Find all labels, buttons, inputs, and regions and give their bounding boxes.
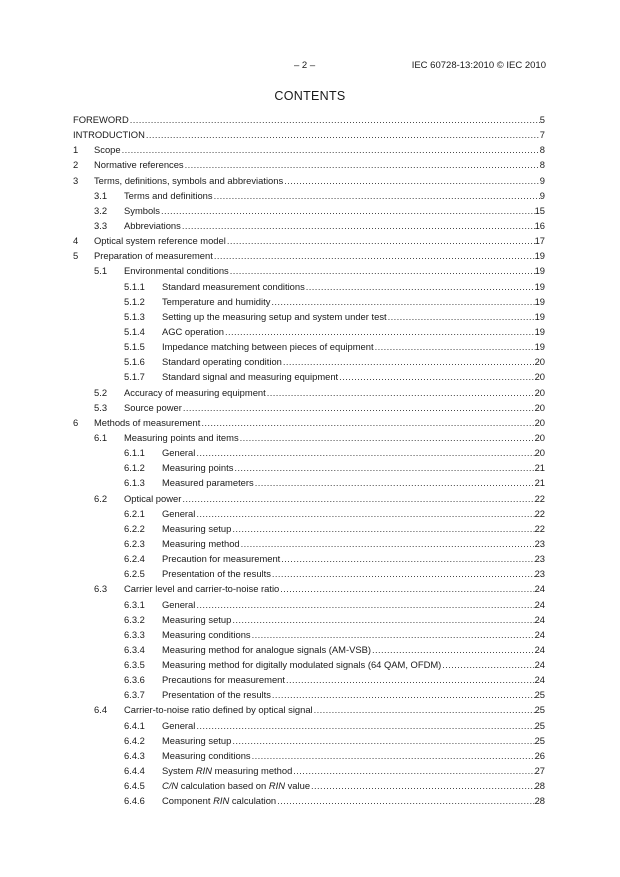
toc-entry-title: Scope <box>94 144 121 156</box>
toc-entry[interactable] <box>73 778 545 793</box>
toc-entry-line <box>124 218 545 233</box>
toc-entry-number: 6.4.3 <box>124 749 145 761</box>
toc-entry-line <box>162 521 545 536</box>
toc-entry-title: FOREWORD <box>73 114 129 125</box>
toc-entry[interactable] <box>73 793 545 808</box>
toc-entry-page: 25 <box>534 719 545 731</box>
toc-entry-page: 22 <box>534 507 545 519</box>
toc-entry[interactable] <box>73 173 545 188</box>
toc-entry-line <box>162 778 545 793</box>
toc-entry-line <box>162 354 545 369</box>
toc-entry-line <box>124 400 545 415</box>
toc-entry-line <box>162 475 545 490</box>
toc-entry-title: Presentation of the results <box>162 568 271 580</box>
toc-entry-page: 28 <box>534 780 545 792</box>
toc-entry-title: Terms, definitions, symbols and abbreviations <box>94 174 284 186</box>
toc-entry-line <box>162 460 545 475</box>
toc-entry-number: 6.3.1 <box>124 598 145 610</box>
toc-entry-line <box>162 748 545 763</box>
toc-entry-number: 6.4.4 <box>124 765 145 777</box>
dot-leader <box>200 415 534 430</box>
toc-entry-title: Optical power <box>124 492 182 504</box>
toc-entry-line <box>124 581 545 596</box>
toc-entry-line <box>162 339 545 354</box>
toc-entry[interactable] <box>73 733 545 748</box>
dot-leader <box>160 203 535 218</box>
toc-entry[interactable] <box>73 142 545 157</box>
toc-entry-title: Methods of measurement <box>94 416 201 428</box>
toc-entry-number: 6.2.2 <box>124 522 145 534</box>
toc-entry[interactable] <box>73 657 545 672</box>
toc-entry[interactable] <box>73 627 545 642</box>
toc-entry-page: 20 <box>534 416 545 428</box>
dot-leader <box>266 385 535 400</box>
dot-leader <box>251 627 535 642</box>
toc-entry-line <box>124 203 545 218</box>
dot-leader <box>184 157 540 172</box>
dot-leader <box>283 173 540 188</box>
toc-entry-number: 6.4.1 <box>124 719 145 731</box>
toc-entry[interactable] <box>73 369 545 384</box>
toc-entry-number: 2 <box>73 159 79 171</box>
toc-entry-number: 6.2.5 <box>124 568 145 580</box>
toc-entry-line <box>162 279 545 294</box>
toc-entry-number: 5.1.4 <box>124 325 145 337</box>
toc-entry-page: 28 <box>534 795 545 807</box>
toc-entry-page: 20 <box>534 356 545 368</box>
dot-leader <box>181 491 534 506</box>
toc-entry-number: 6.1.2 <box>124 462 145 474</box>
dot-leader <box>271 566 535 581</box>
toc-entry-title: Measuring points and items <box>124 431 239 443</box>
toc-entry-page: 8 <box>539 144 545 156</box>
toc-entry-number: 5.2 <box>94 386 108 398</box>
toc-entry-page: 26 <box>534 749 545 761</box>
toc-entry-title: Environmental conditions <box>124 265 229 277</box>
dot-leader <box>387 309 535 324</box>
toc-entry-title: Setting up the measuring setup and system under test <box>162 310 387 322</box>
toc-entry-line <box>124 385 545 400</box>
dot-leader <box>239 430 535 445</box>
toc-entry-page: 20 <box>534 386 545 398</box>
toc-entry-title: Impedance matching between pieces of equipment <box>162 341 374 353</box>
dot-leader <box>231 612 534 627</box>
toc-entry-line <box>162 324 545 339</box>
toc-entry[interactable] <box>73 354 545 369</box>
toc-entry-line <box>162 793 545 808</box>
toc-entry-number: 5 <box>73 250 79 262</box>
toc-entry-line <box>162 597 545 612</box>
toc-entry[interactable] <box>73 491 545 506</box>
toc-entry[interactable] <box>73 309 545 324</box>
toc-entry-number: 3.1 <box>94 189 108 201</box>
toc-entry[interactable] <box>73 339 545 354</box>
toc-entry-page: 21 <box>534 462 545 474</box>
dot-leader <box>276 793 534 808</box>
toc-entry-page: 24 <box>534 628 545 640</box>
toc-entry-page: 19 <box>534 325 545 337</box>
page-number: – 2 – <box>294 60 316 71</box>
toc-entry-line <box>124 263 545 278</box>
toc-entry-line <box>162 506 545 521</box>
dot-leader <box>213 188 540 203</box>
toc-entry-number: 5.1.1 <box>124 280 145 292</box>
toc-entry-page: 19 <box>534 280 545 292</box>
dot-leader <box>374 339 535 354</box>
toc-entry-title: Standard operating condition <box>162 356 282 368</box>
toc-entry-number: 6.1 <box>94 431 108 443</box>
toc-entry-title: Accuracy of measuring equipment <box>124 386 266 398</box>
toc-entry-page: 19 <box>534 341 545 353</box>
dot-leader <box>213 248 535 263</box>
toc-entry-page: 19 <box>534 265 545 277</box>
toc-entry-title: AGC operation <box>162 325 225 337</box>
toc-entry-page: 24 <box>534 598 545 610</box>
toc-entry-page: 7 <box>539 129 545 141</box>
toc-entry[interactable] <box>73 430 545 445</box>
toc-entry-page: 22 <box>534 492 545 504</box>
toc-entry-title: C/N calculation based on RIN value <box>162 780 311 792</box>
toc-entry-title: Measuring conditions <box>162 749 251 761</box>
toc-entry-number: 6.3.7 <box>124 689 145 701</box>
toc-entry-line <box>73 112 545 127</box>
dot-leader <box>145 127 540 142</box>
dot-leader <box>310 778 535 793</box>
toc-entry[interactable] <box>73 263 545 278</box>
toc-entry-line <box>162 687 545 702</box>
toc-entry-line <box>162 627 545 642</box>
toc-entry-title: General <box>162 719 196 731</box>
toc-entry-page: 23 <box>534 537 545 549</box>
dot-leader <box>313 702 535 717</box>
toc-entry[interactable] <box>73 324 545 339</box>
dot-leader <box>285 672 535 687</box>
toc-entry-page: 20 <box>534 401 545 413</box>
toc-entry-title: General <box>162 598 196 610</box>
toc-entry-number: 5.1 <box>94 265 108 277</box>
toc-entry-page: 25 <box>534 704 545 716</box>
toc-entry[interactable] <box>73 112 545 127</box>
toc-entry-number: 6.4.6 <box>124 795 145 807</box>
toc-entry-line <box>162 612 545 627</box>
toc-entry-number: 6.1.1 <box>124 447 145 459</box>
toc-entry-title: Standard signal and measuring equipment <box>162 371 339 383</box>
toc-entry-title: Optical system reference model <box>94 235 226 247</box>
toc-entry-line <box>162 672 545 687</box>
toc-entry-page: 20 <box>534 431 545 443</box>
toc-entry[interactable] <box>73 400 545 415</box>
toc-entry-page: 9 <box>539 174 545 186</box>
dot-leader <box>181 218 535 233</box>
dot-leader <box>226 233 535 248</box>
toc-entry[interactable] <box>73 521 545 536</box>
toc-entry-page: 16 <box>534 219 545 231</box>
toc-entry-number: 1 <box>73 144 79 156</box>
toc-entry-title: INTRODUCTION <box>73 129 145 141</box>
toc-entry-number: 4 <box>73 235 79 247</box>
toc-entry-number: 5.1.2 <box>124 295 145 307</box>
toc-entry-title: Carrier-to-noise ratio defined by optical signal <box>124 704 313 716</box>
toc-entry-number: 6 <box>73 416 79 428</box>
toc-entry-title: Measuring points <box>162 462 234 474</box>
dot-leader <box>441 657 534 672</box>
toc-entry-page: 15 <box>534 204 545 216</box>
dot-leader <box>231 733 534 748</box>
dot-leader <box>240 536 535 551</box>
toc-entry-line <box>162 566 545 581</box>
toc-entry-title: Precautions for measurement <box>162 674 285 686</box>
contents-title: CONTENTS <box>274 89 346 103</box>
toc-entry-number: 5.1.3 <box>124 310 145 322</box>
toc-entry-title: General <box>162 447 196 459</box>
toc-entry-number: 5.1.5 <box>124 341 145 353</box>
toc-entry-line <box>94 248 545 263</box>
toc-entry-number: 6.3.4 <box>124 643 145 655</box>
dot-leader <box>292 763 534 778</box>
toc-entry-number: 5.3 <box>94 401 108 413</box>
toc-entry-title: Measuring setup <box>162 613 232 625</box>
toc-entry-title: Measuring method for analogue signals (AM-VSB) <box>162 643 371 655</box>
dot-leader <box>305 279 535 294</box>
toc-entry-number: 6.3.2 <box>124 613 145 625</box>
toc-entry[interactable] <box>73 248 545 263</box>
toc-entry-page: 23 <box>534 553 545 565</box>
dot-leader <box>282 354 535 369</box>
toc-entry[interactable] <box>73 718 545 733</box>
toc-entry-number: 3 <box>73 174 79 186</box>
toc-entry-title: Measuring method for digitally modulated signals (64 QAM, OFDM) <box>162 659 442 671</box>
toc-entry-number: 6.2 <box>94 492 108 504</box>
table-of-contents <box>73 112 545 808</box>
toc-entry-number: 6.2.3 <box>124 537 145 549</box>
toc-entry-title: Measured parameters <box>162 477 254 489</box>
toc-entry-line <box>162 309 545 324</box>
toc-entry-line <box>94 173 545 188</box>
dot-leader <box>371 642 535 657</box>
toc-entry[interactable] <box>73 581 545 596</box>
dot-leader <box>195 445 534 460</box>
toc-entry-title: Component RIN calculation <box>162 795 277 807</box>
toc-entry-number: 6.2.1 <box>124 507 145 519</box>
toc-entry-page: 22 <box>534 522 545 534</box>
toc-entry-number: 6.3.3 <box>124 628 145 640</box>
toc-entry-line <box>162 551 545 566</box>
toc-entry-number: 6.1.3 <box>124 477 145 489</box>
dot-leader <box>233 460 534 475</box>
toc-entry-number: 3.3 <box>94 219 108 231</box>
toc-entry-title: Temperature and humidity <box>162 295 271 307</box>
toc-entry-line <box>162 657 545 672</box>
toc-entry-page: 19 <box>534 250 545 262</box>
toc-entry-title: Symbols <box>124 204 160 216</box>
toc-entry-number: 6.4 <box>94 704 108 716</box>
toc-entry-title: Precaution for measurement <box>162 553 281 565</box>
toc-entry[interactable] <box>73 551 545 566</box>
toc-entry-page: 17 <box>534 235 545 247</box>
toc-entry-page: 20 <box>534 447 545 459</box>
standard-reference: IEC 60728-13:2010 © IEC 2010 <box>411 60 546 71</box>
toc-entry[interactable] <box>73 748 545 763</box>
toc-entry[interactable] <box>73 188 545 203</box>
dot-leader <box>280 551 534 566</box>
toc-entry-title: Preparation of measurement <box>94 250 213 262</box>
toc-entry-title: Measuring setup <box>162 734 232 746</box>
dot-leader <box>229 263 535 278</box>
toc-entry-page: 9 <box>539 189 545 201</box>
toc-entry-page: 20 <box>534 371 545 383</box>
toc-entry[interactable] <box>73 566 545 581</box>
toc-entry[interactable] <box>73 460 545 475</box>
toc-entry-number: 6.2.4 <box>124 553 145 565</box>
dot-leader <box>254 475 535 490</box>
toc-entry-page: 24 <box>534 643 545 655</box>
toc-entry[interactable] <box>73 702 545 717</box>
toc-entry-title: Measuring setup <box>162 522 232 534</box>
dot-leader <box>270 294 534 309</box>
toc-entry[interactable] <box>73 203 545 218</box>
toc-entry-number: 6.3.6 <box>124 674 145 686</box>
toc-entry-line <box>162 763 545 778</box>
toc-entry[interactable] <box>73 536 545 551</box>
toc-entry-title: Measuring conditions <box>162 628 251 640</box>
toc-entry[interactable] <box>73 127 545 142</box>
toc-entry-page: 21 <box>534 477 545 489</box>
toc-entry[interactable] <box>73 157 545 172</box>
dot-leader <box>182 400 535 415</box>
dot-leader <box>195 718 534 733</box>
toc-entry[interactable] <box>73 294 545 309</box>
toc-entry-line <box>162 718 545 733</box>
toc-entry-line <box>73 127 545 142</box>
toc-entry-number: 5.1.7 <box>124 371 145 383</box>
toc-entry-line <box>94 157 545 172</box>
toc-entry-line <box>162 445 545 460</box>
toc-entry[interactable] <box>73 218 545 233</box>
dot-leader <box>195 506 534 521</box>
toc-entry-page: 19 <box>534 295 545 307</box>
toc-entry[interactable] <box>73 445 545 460</box>
toc-entry[interactable] <box>73 415 545 430</box>
toc-entry[interactable] <box>73 233 545 248</box>
toc-entry-number: 6.3 <box>94 583 108 595</box>
toc-entry-title: Terms and definitions <box>124 189 213 201</box>
toc-entry-page: 25 <box>534 689 545 701</box>
toc-entry-number: 6.3.5 <box>124 659 145 671</box>
toc-entry-line <box>124 491 545 506</box>
toc-entry-line <box>162 294 545 309</box>
toc-entry-line <box>162 642 545 657</box>
toc-entry[interactable] <box>73 279 545 294</box>
toc-entry[interactable] <box>73 763 545 778</box>
toc-entry[interactable] <box>73 385 545 400</box>
toc-entry-line <box>162 733 545 748</box>
toc-entry-number: 6.4.5 <box>124 780 145 792</box>
toc-entry-line <box>124 188 545 203</box>
toc-entry-number: 5.1.6 <box>124 356 145 368</box>
toc-entry-line <box>162 369 545 384</box>
toc-entry-page: 5 <box>539 114 545 125</box>
dot-leader <box>224 324 535 339</box>
toc-entry-page: 23 <box>534 568 545 580</box>
toc-entry-title: Standard measurement conditions <box>162 280 305 292</box>
dot-leader <box>231 521 534 536</box>
toc-entry-page: 24 <box>534 583 545 595</box>
toc-entry-number: 6.4.2 <box>124 734 145 746</box>
toc-entry-page: 19 <box>534 310 545 322</box>
toc-entry[interactable] <box>73 506 545 521</box>
toc-entry[interactable] <box>73 687 545 702</box>
page-header <box>0 60 620 74</box>
toc-entry-line <box>124 430 545 445</box>
dot-leader <box>129 112 540 127</box>
toc-entry-page: 24 <box>534 613 545 625</box>
toc-entry-title: Measuring method <box>162 537 240 549</box>
toc-entry-line <box>94 415 545 430</box>
toc-entry-title: Presentation of the results <box>162 689 271 701</box>
toc-entry-line <box>94 142 545 157</box>
toc-entry[interactable] <box>73 642 545 657</box>
dot-leader <box>279 581 534 596</box>
toc-entry-title: Carrier level and carrier-to-noise ratio <box>124 583 280 595</box>
toc-entry-line <box>94 233 545 248</box>
toc-entry-page: 24 <box>534 674 545 686</box>
toc-entry-title: Source power <box>124 401 182 413</box>
toc-entry-number: 3.2 <box>94 204 108 216</box>
toc-entry[interactable] <box>73 597 545 612</box>
toc-entry-page: 25 <box>534 734 545 746</box>
dot-leader <box>195 597 534 612</box>
toc-entry-line <box>162 536 545 551</box>
dot-leader <box>121 142 540 157</box>
toc-entry[interactable] <box>73 672 545 687</box>
toc-entry-page: 27 <box>534 765 545 777</box>
toc-entry[interactable] <box>73 612 545 627</box>
dot-leader <box>271 687 535 702</box>
toc-entry-page: 24 <box>534 659 545 671</box>
toc-entry-title: Abbreviations <box>124 219 181 231</box>
dot-leader <box>338 369 534 384</box>
toc-entry[interactable] <box>73 475 545 490</box>
toc-entry-page: 8 <box>539 159 545 171</box>
toc-entry-title: Normative references <box>94 159 184 171</box>
dot-leader <box>251 748 535 763</box>
toc-entry-title: System RIN measuring method <box>162 765 293 777</box>
toc-entry-title: General <box>162 507 196 519</box>
toc-entry-line <box>124 702 545 717</box>
